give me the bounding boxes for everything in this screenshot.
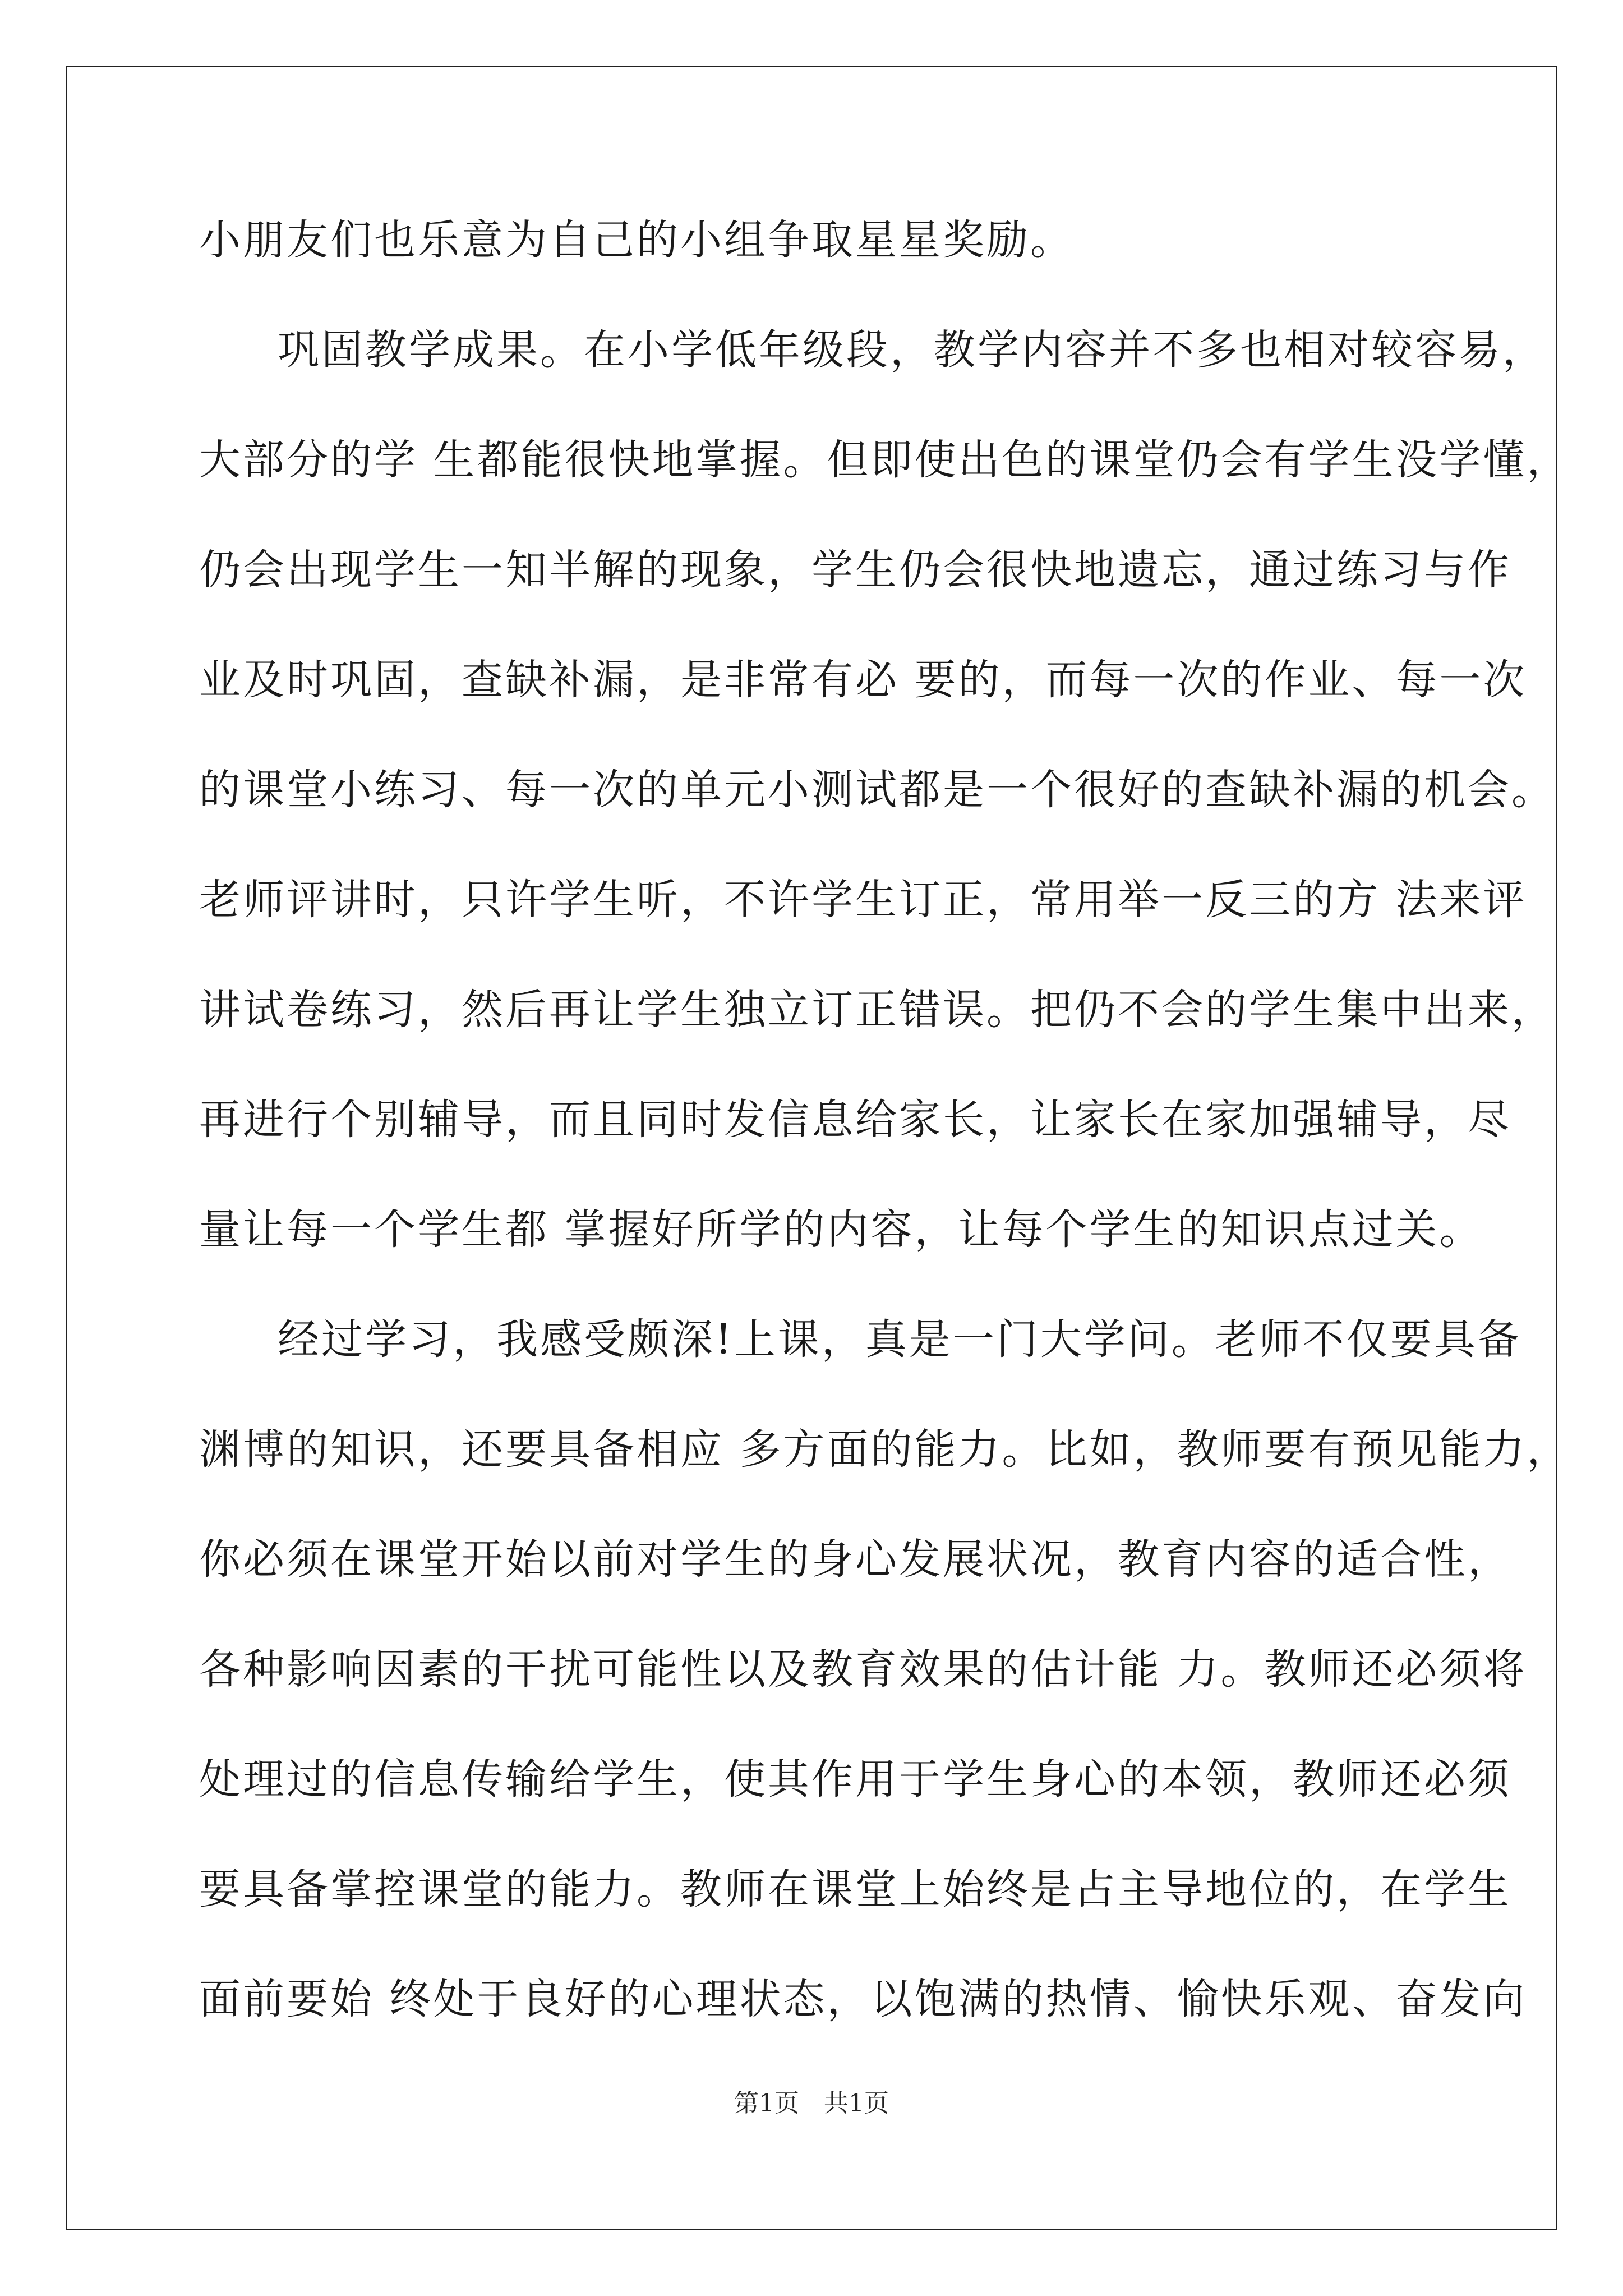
- text-line: 面前要始 终处于良好的心理状态，以饱满的热情、愉快乐观、奋发向: [199, 1975, 1527, 2023]
- text-line: 量让每一个学生都 掌握好所学的内容，让每个学生的知识点过关。: [199, 1205, 1483, 1254]
- text-line: 小朋友们也乐意为自己的小组争取星星奖励。: [199, 216, 1074, 264]
- text-line: 各种影响因素的干扰可能性以及教育效果的估计能 力。教师还必须将: [199, 1645, 1527, 1694]
- text-line: 渊博的知识，还要具备相应 多方面的能力。比如，教师要有预见能力，: [199, 1425, 1571, 1474]
- text-line: 业及时巩固，查缺补漏，是非常有必 要的，而每一次的作业、每一次: [199, 656, 1527, 704]
- text-line: 要具备掌控课堂的能力。教师在课堂上始终是占主导地位的，在学生: [199, 1865, 1511, 1913]
- text-line: 讲试卷练习，然后再让学生独立订正错误。把仍不会的学生集中出来，: [199, 986, 1555, 1034]
- text-line: 大部分的学 生都能很快地掌握。但即使出色的课堂仍会有学生没学懂，: [199, 436, 1571, 484]
- paragraph-first-line: 经过学习，我感受颇深!上课，真是一门大学问。老师不仅要具备: [278, 1315, 1521, 1364]
- page-number: 第1页 共1页: [734, 2089, 889, 2118]
- text-line: 再进行个别辅导，而且同时发信息给家长，让家长在家加强辅导，尽: [199, 1096, 1511, 1144]
- text-line: 你必须在课堂开始以前对学生的身心发展状况，教育内容的适合性，: [199, 1535, 1511, 1584]
- text-line: 的课堂小练习、每一次的单元小测试都是一个很好的查缺补漏的机会。: [199, 766, 1555, 814]
- text-line: 老师评讲时，只许学生听，不许学生订正，常用举一反三的方 法来评: [199, 876, 1527, 924]
- paragraph-first-line: 巩固教学成果。在小学低年级段，教学内容并不多也相对较容易，: [278, 326, 1546, 374]
- text-line: 处理过的信息传输给学生，使其作用于学生身心的本领，教师还必须: [199, 1755, 1511, 1803]
- text-line: 仍会出现学生一知半解的现象，学生仍会很快地遗忘，通过练习与作: [199, 546, 1511, 594]
